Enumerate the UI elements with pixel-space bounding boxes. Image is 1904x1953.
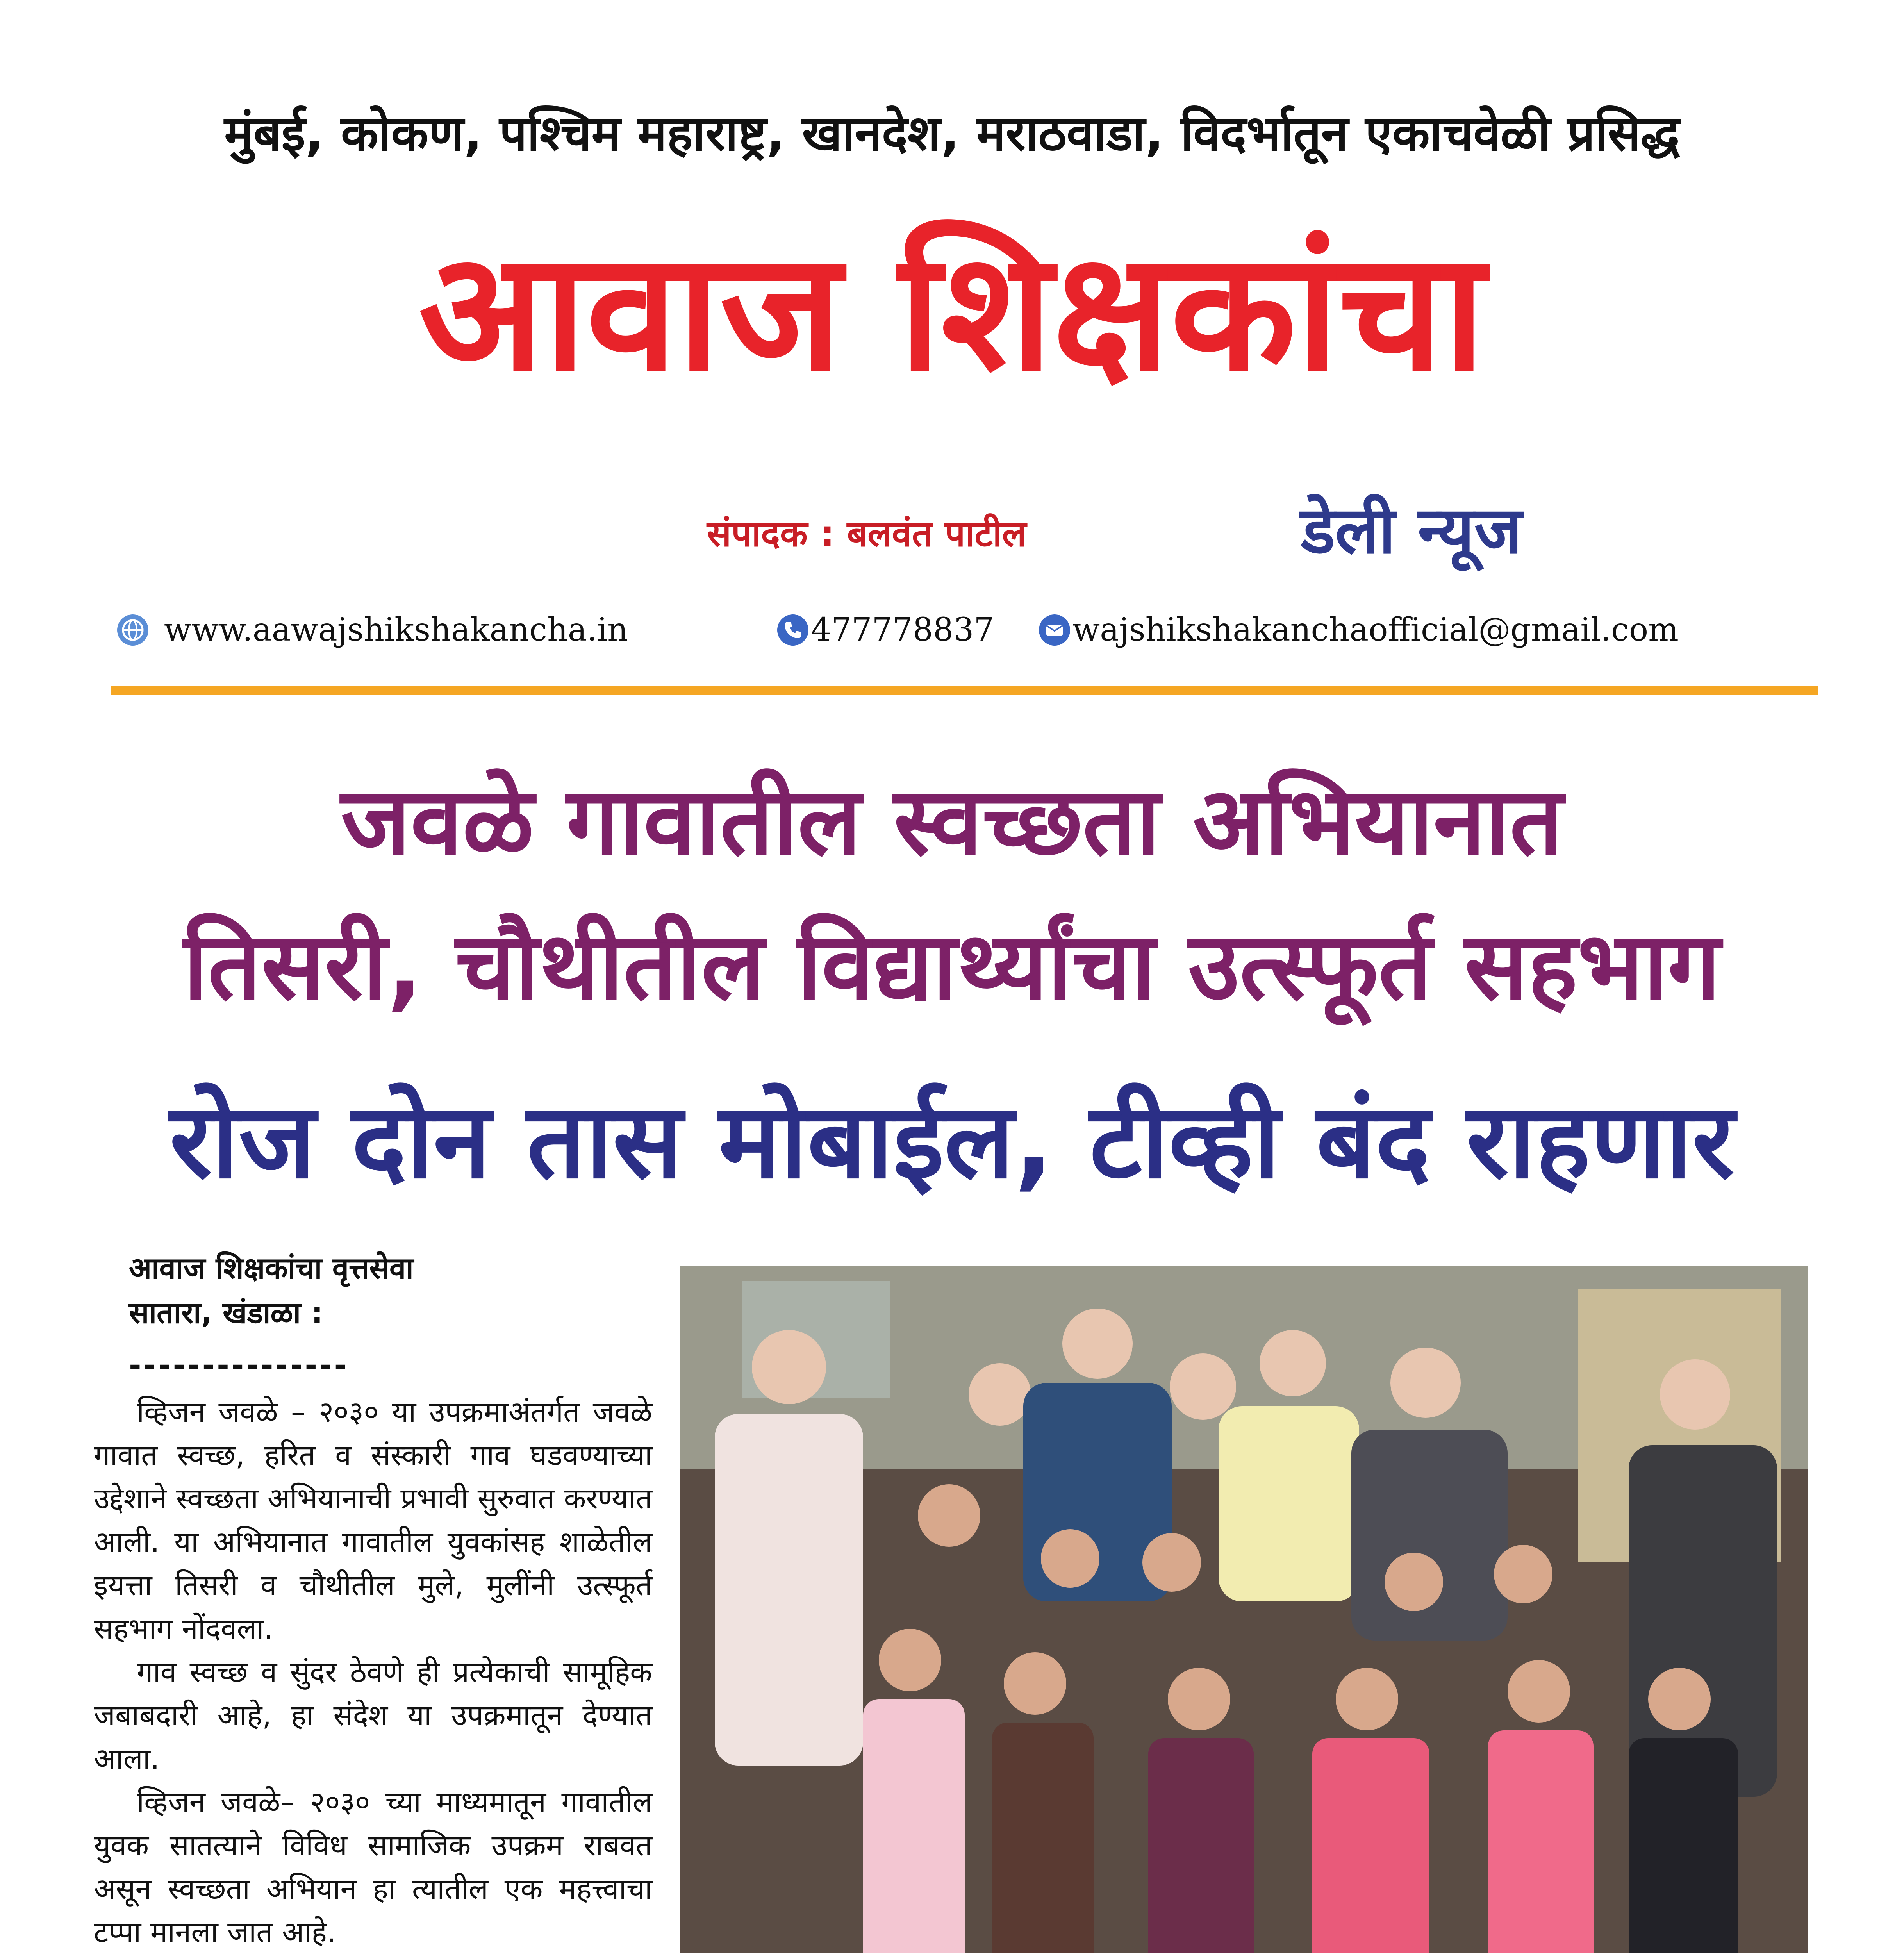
contact-phone[interactable]: [777, 611, 994, 648]
article-column-1: [94, 1391, 652, 1953]
byline: [129, 1246, 414, 1335]
news-photo: [680, 1266, 1808, 1953]
article-paragraph: गाव स्वच्छ व सुंदर ठेवणे ही प्रत्येकाची सामूहिक जबाबदारी आहे, हा संदेश या उपक्रमातून देण्यात आला.: [94, 1655, 652, 1776]
website-text: www.aawajshikshakancha.in: [164, 611, 628, 648]
photo-illustration: [680, 1266, 1808, 1953]
phone-icon: [777, 614, 808, 646]
article-paragraph: व्हिजन जवळे– २०३० च्या माध्यमातून गावातील युवक सातत्याने विविध सामाजिक उपक्रम राबवत असून स्वच्छता अभियान हा त्यातील एक महत्त्वाचा टप्पा मानला जात आहे.: [94, 1785, 652, 1949]
phone-text: 477778837: [811, 611, 994, 648]
contact-website[interactable]: [117, 611, 628, 648]
byline-dashes: ---------------: [129, 1348, 349, 1382]
headline-line-1: जवळे गावातील स्वच्छता अभियानात: [341, 767, 1563, 876]
header-divider: [111, 686, 1818, 695]
article-paragraph: व्हिजन जवळे – २०३० या उपक्रमाअंतर्गत जवळे गावात स्वच्छ, हरित व संस्कारी गाव घडवण्याच्या उद्देशाने स्वच्छता अभियानाची प्रभावी सुरुवात करण्यात आली. या अभियानात गावातील युवकांसह शाळेतील इयत्ता तिसरी व चौथीतील मुले, मुलींनी उत्स्फूर्त सहभाग नोंदवला.: [94, 1395, 652, 1646]
mail-icon: [1039, 614, 1070, 646]
contact-email[interactable]: [1039, 611, 1679, 648]
globe-icon: [117, 614, 148, 646]
headline-line-3: रोज दोन तास मोबाईल, टीव्ही बंद राहणार: [170, 1081, 1734, 1201]
dateline: सातारा, खंडाळा :: [129, 1295, 323, 1330]
headline-line-2: तिसरी, चौथीतील विद्यार्थ्यांचा उत्स्फूर्त सहभाग: [183, 911, 1721, 1021]
email-text: wajshikshakanchaofficial@gmail.com: [1072, 611, 1679, 648]
masthead-title: आवाज शिक्षकांचा: [418, 217, 1486, 408]
news-service: आवाज शिक्षकांचा वृत्तसेवा: [129, 1251, 414, 1285]
daily-news-label: डेली न्यूज: [1301, 493, 1522, 568]
editor-credit: संपादक : बलवंत पाटील: [707, 513, 1026, 555]
tagline: मुंबई, कोकण, पश्चिम महाराष्ट्र, खानदेश, मराठवाडा, विदर्भातून एकाचवेळी प्रसिद्ध: [224, 105, 1680, 162]
